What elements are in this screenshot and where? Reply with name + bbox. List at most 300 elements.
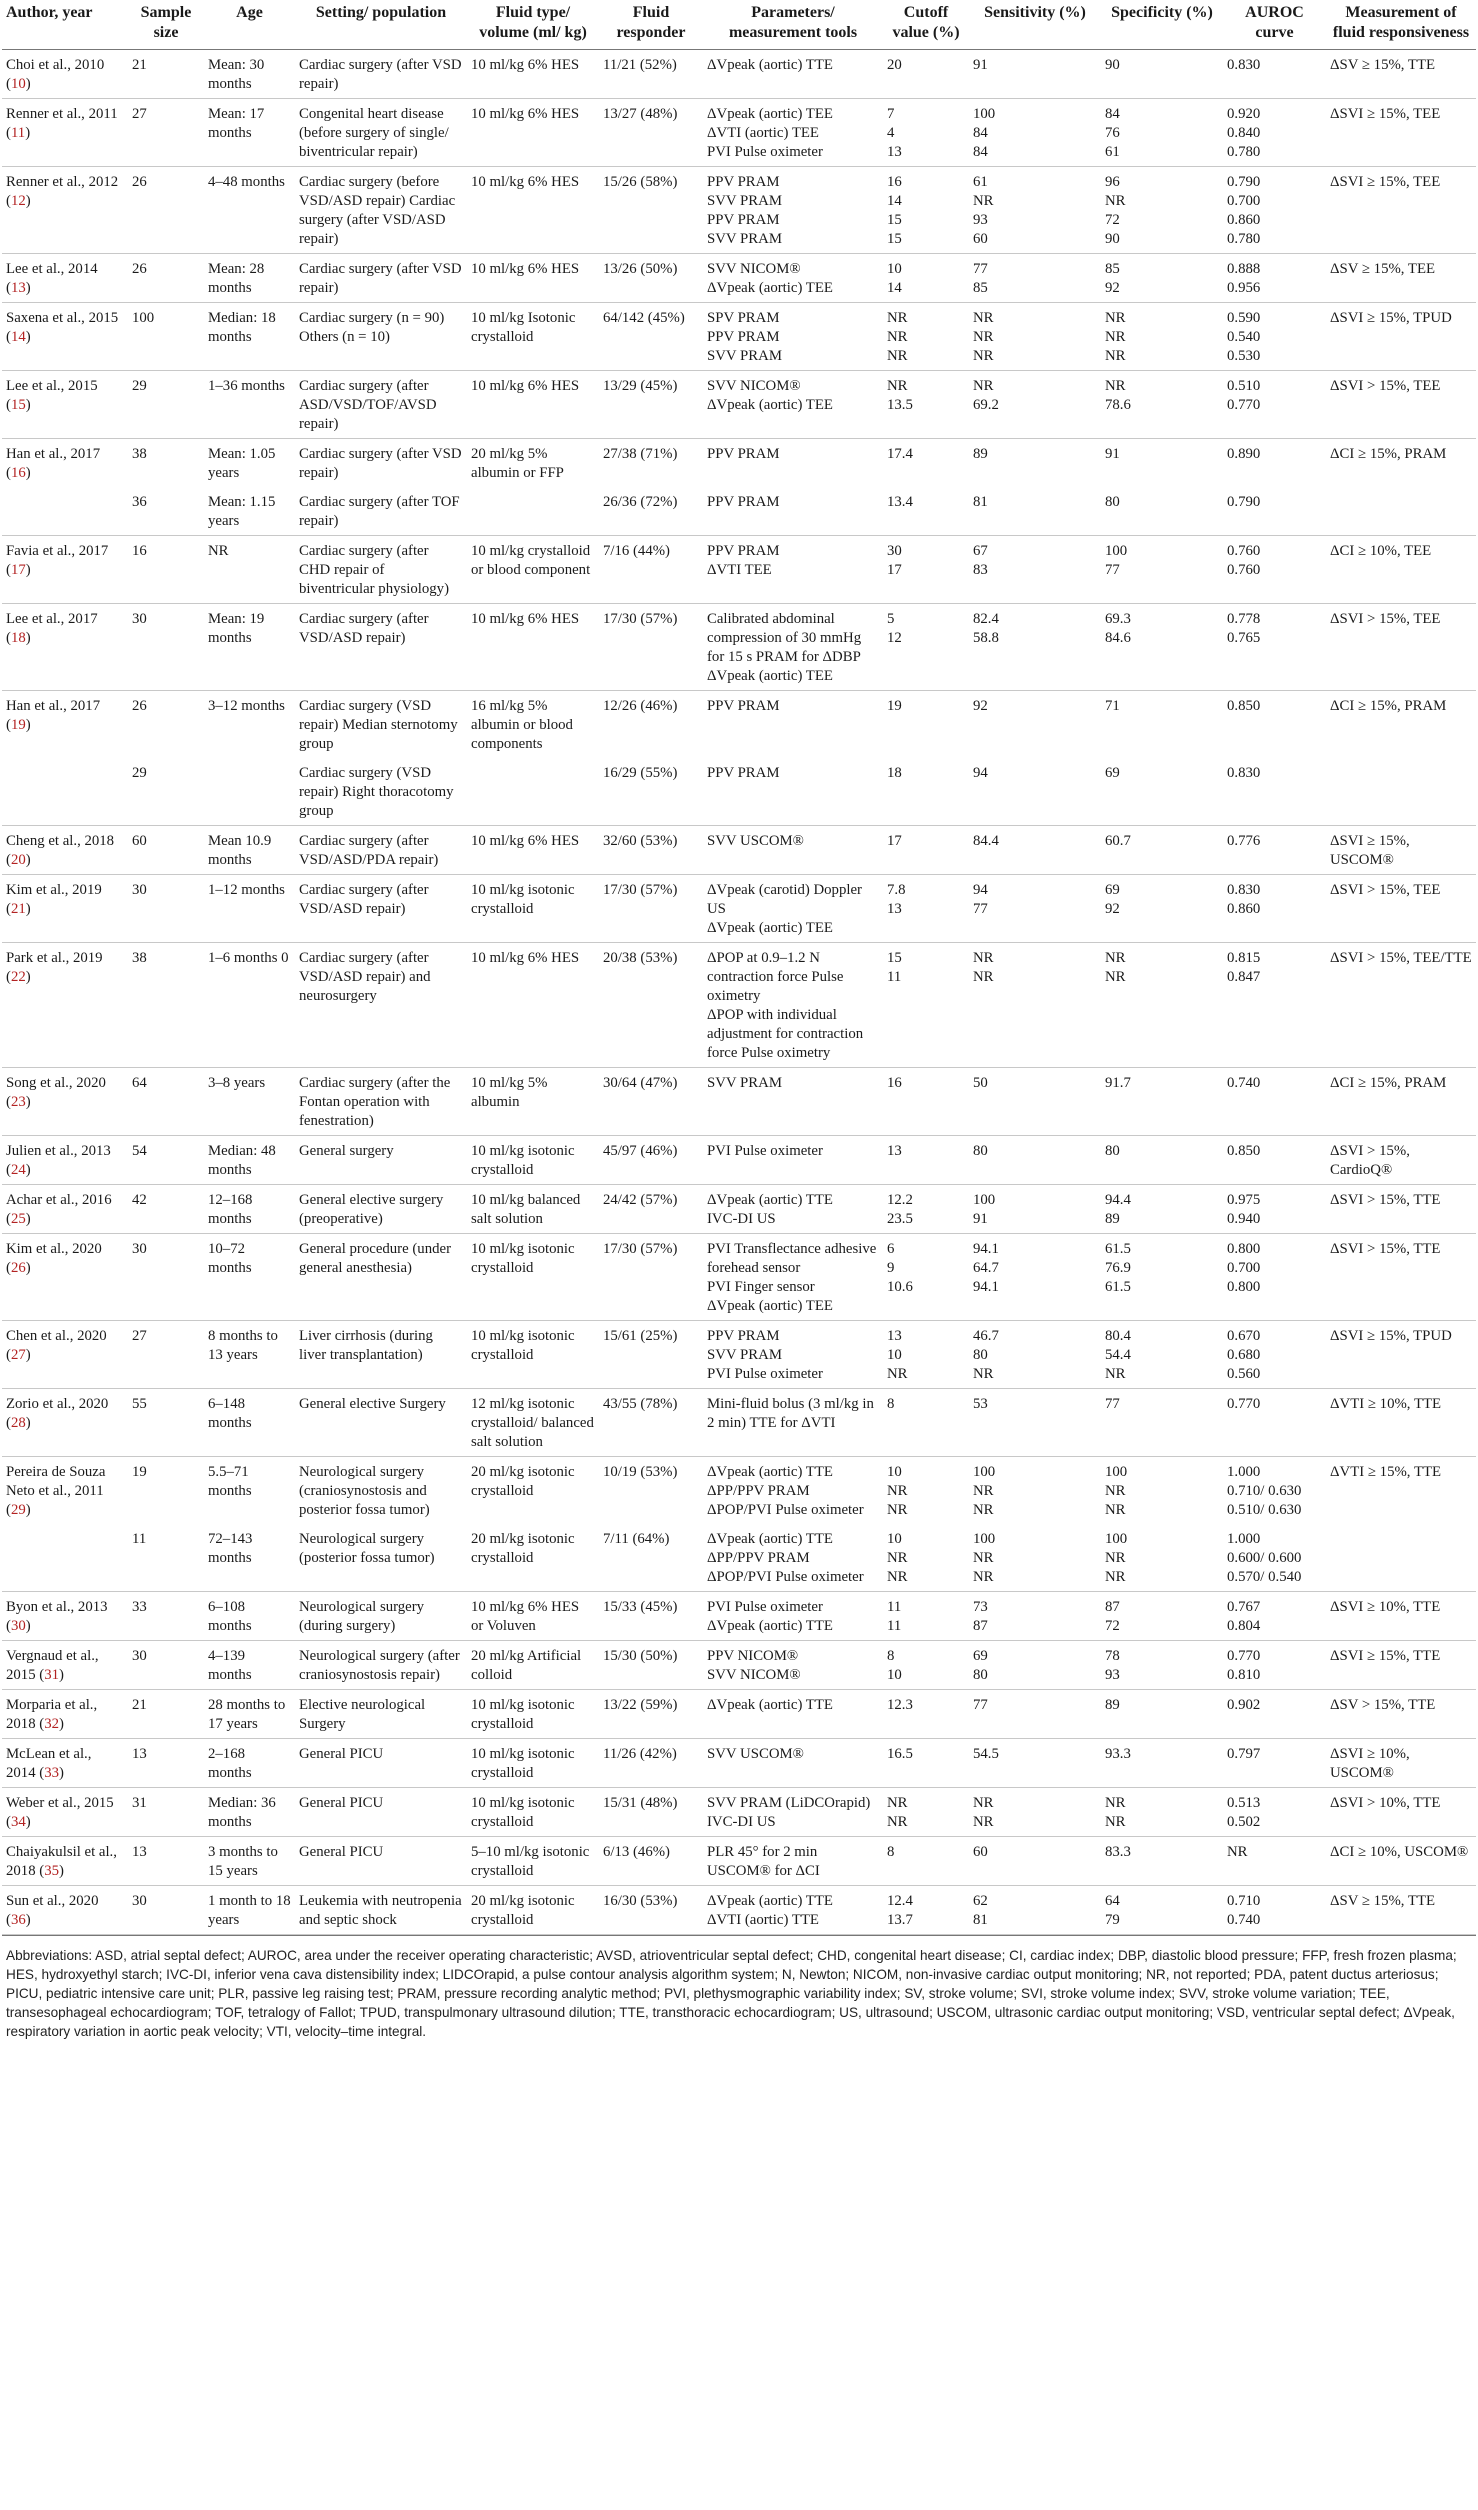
parameters-cell [703, 943, 883, 1068]
sensitivity-cell [969, 1690, 1101, 1739]
sensitivity-cell-line: NR [973, 1550, 994, 1566]
parameters-cell-line: IVC-DI US [707, 1814, 776, 1830]
author-cell: Lee et al., 2014 (13) [2, 254, 128, 303]
reference-link[interactable]: 33 [44, 1765, 60, 1781]
sample-size-cell: 38 [128, 943, 204, 1068]
author-cell: Morparia et al., 2018 (32) [2, 1690, 128, 1739]
specificity-cell-line: NR [1105, 969, 1126, 985]
specificity-cell-line: 100 [1105, 543, 1128, 559]
col-header-responder: Fluid responder [599, 0, 703, 50]
fluid-cell: 10 ml/kg 6% HES [467, 943, 599, 1068]
auroc-cell [1223, 1886, 1326, 1935]
measurement-cell: ΔSVI ≥ 10%, TTE [1326, 1592, 1476, 1641]
parameters-cell [703, 691, 883, 759]
author-name: Byon et al., 2013 [6, 1599, 108, 1615]
fluid-cell: 10 ml/kg crystalloid or blood component [467, 536, 599, 604]
auroc-cell-line: 1.000 [1227, 1464, 1261, 1480]
specificity-cell [1101, 1837, 1223, 1886]
sensitivity-cell-line: NR [973, 1795, 994, 1811]
specificity-cell [1101, 826, 1223, 875]
cutoff-cell [883, 1136, 969, 1185]
parameters-cell-line: SVV NICOM® [707, 1667, 801, 1683]
age-cell: Mean: 17 months [204, 99, 295, 167]
auroc-cell-line: 0.513 [1227, 1795, 1261, 1811]
specificity-cell-line: 96 [1105, 174, 1120, 190]
sensitivity-cell-line: 73 [973, 1599, 988, 1615]
table-row [2, 1068, 1476, 1136]
specificity-cell-line: NR [1105, 310, 1126, 326]
author-name: Julien et al., 2013 [6, 1143, 111, 1159]
sensitivity-cell [969, 254, 1101, 303]
author-cell: Han et al., 2017 (19) [6, 698, 101, 733]
sensitivity-cell [969, 1641, 1101, 1690]
reference-link[interactable]: 26 [10, 1260, 26, 1276]
cutoff-cell-line: 10 [887, 1531, 902, 1547]
cutoff-cell-line: 16 [887, 174, 902, 190]
specificity-cell-line: 64 [1105, 1893, 1120, 1909]
col-header-sensitivity: Sensitivity (%) [969, 0, 1101, 50]
responder-cell: 27/38 (71%) [603, 446, 678, 462]
cutoff-cell-line: 19 [887, 698, 902, 714]
author-name: Song et al., 2020 [6, 1075, 106, 1091]
col-header-fluid: Fluid type/ volume (ml/ kg) [467, 0, 599, 50]
sensitivity-cell-line: 89 [973, 446, 988, 462]
specificity-cell-line: NR [1105, 1366, 1126, 1382]
cutoff-cell [883, 167, 969, 254]
sensitivity-cell-line: 100 [973, 1531, 996, 1547]
setting-cell: Cardiac surgery (n = 90) Others (n = 10) [295, 303, 467, 371]
sensitivity-cell [969, 691, 1101, 759]
table-row-continuation [2, 487, 1476, 536]
responder-cell: 7/11 (64%) [599, 1524, 703, 1592]
specificity-cell-line: 61.5 [1105, 1241, 1131, 1257]
age-cell: 4–139 months [204, 1641, 295, 1690]
specificity-cell-line: 78 [1105, 1648, 1120, 1664]
measurement-cell: ΔVTI ≥ 10%, TTE [1326, 1389, 1476, 1457]
responder-cell: 13/26 (50%) [599, 254, 703, 303]
sensitivity-cell-line: NR [973, 378, 994, 394]
parameters-cell-line: Calibrated abdominal compression of 30 mmHg for 15 s PRAM for ΔDBP [707, 611, 862, 665]
measurement-cell: ΔCI ≥ 15%, PRAM [1330, 698, 1447, 714]
specificity-cell-line: 93 [1105, 1667, 1120, 1683]
table-row [2, 1739, 1476, 1788]
cutoff-cell-line: 10 [887, 261, 902, 277]
sensitivity-cell-line: 81 [973, 494, 988, 510]
auroc-cell-line: 0.797 [1227, 1746, 1261, 1762]
parameters-cell-line: ΔPOP at 0.9–1.2 N contraction force Pulse oximetry [707, 950, 844, 1004]
responder-cell: 15/31 (48%) [599, 1788, 703, 1837]
age-cell: Mean: 28 months [204, 254, 295, 303]
author-name: Chen et al., 2020 [6, 1328, 107, 1344]
specificity-cell [1101, 303, 1223, 371]
parameters-cell [703, 1592, 883, 1641]
sensitivity-cell-line: 93 [973, 212, 988, 228]
reference-link[interactable]: 12 [10, 193, 26, 209]
specificity-cell-line: 89 [1105, 1211, 1120, 1227]
sensitivity-cell [969, 371, 1101, 439]
author-cell: Vergnaud et al., 2015 (31) [2, 1641, 128, 1690]
fluid-cell: 20 ml/kg isotonic crystalloid [467, 1886, 599, 1935]
reference-link[interactable]: 13 [10, 280, 26, 296]
sample-size-cell: 29 [128, 758, 204, 826]
specificity-cell-line: 72 [1105, 212, 1120, 228]
setting-cell: General PICU [295, 1739, 467, 1788]
measurement-cell: ΔCI ≥ 15%, PRAM [1326, 1068, 1476, 1136]
sample-size-cell: 30 [128, 875, 204, 943]
auroc-cell-line: 0.570/ 0.540 [1227, 1569, 1302, 1585]
auroc-cell-line: 0.830 [1227, 57, 1261, 73]
table-row-continuation [2, 758, 1476, 826]
parameters-cell [703, 1886, 883, 1935]
age-cell: 3–12 months [208, 698, 285, 714]
cutoff-cell-line: 13 [887, 1328, 902, 1344]
setting-cell: Cardiac surgery (after CHD repair of biventricular physiology) [295, 536, 467, 604]
fluid-cell: 10 ml/kg isotonic crystalloid [467, 1788, 599, 1837]
setting-cell: Cardiac surgery (after VSD/ASD repair) [295, 604, 467, 691]
parameters-cell [703, 758, 883, 826]
sample-size-cell: 26 [128, 167, 204, 254]
reference-link[interactable]: 32 [44, 1716, 60, 1732]
cutoff-cell [883, 254, 969, 303]
responder-cell: 15/61 (25%) [599, 1321, 703, 1389]
fluid-cell: 5–10 ml/kg isotonic crystalloid [467, 1837, 599, 1886]
cutoff-cell [883, 1886, 969, 1935]
specificity-cell-line: 83.3 [1105, 1844, 1131, 1860]
sensitivity-cell-line: 82.4 [973, 611, 999, 627]
sample-size-cell: 27 [128, 1321, 204, 1389]
reference-link[interactable]: 16 [10, 465, 26, 481]
sensitivity-cell [969, 1739, 1101, 1788]
specificity-cell [1101, 1886, 1223, 1935]
measurement-cell-empty [1326, 758, 1476, 826]
cutoff-cell [883, 1739, 969, 1788]
specificity-cell-line: 77 [1105, 1396, 1120, 1412]
reference-link[interactable]: 21 [10, 901, 26, 917]
reference-link[interactable]: 17 [10, 562, 26, 578]
cutoff-cell-line: 10.6 [887, 1279, 913, 1295]
reference-link[interactable]: 27 [10, 1347, 26, 1363]
auroc-cell-line: 0.830 [1227, 882, 1261, 898]
table-row [2, 604, 1476, 691]
specificity-cell-line: 76 [1105, 125, 1120, 141]
reference-link[interactable]: 31 [44, 1667, 60, 1683]
sensitivity-cell [969, 1234, 1101, 1321]
age-cell: Mean: 19 months [204, 604, 295, 691]
sensitivity-cell-line: NR [973, 1502, 994, 1518]
parameters-cell [703, 439, 883, 488]
setting-cell: Neurological surgery (craniosynostosis and posterior fossa tumor) [299, 1464, 430, 1518]
specificity-cell-line: NR [1105, 1502, 1126, 1518]
reference-link[interactable]: 15 [10, 397, 26, 413]
author-name: Lee et al., 2015 [6, 378, 98, 394]
sensitivity-cell [969, 1389, 1101, 1457]
parameters-cell [703, 1524, 883, 1592]
cutoff-cell-line: 12.3 [887, 1697, 913, 1713]
sensitivity-cell [969, 758, 1101, 826]
cutoff-cell-line: NR [887, 1814, 908, 1830]
sensitivity-cell [969, 826, 1101, 875]
responder-cell: 13/22 (59%) [599, 1690, 703, 1739]
auroc-cell [1223, 99, 1326, 167]
reference-link[interactable]: 35 [44, 1863, 60, 1879]
auroc-cell [1223, 1136, 1326, 1185]
reference-link[interactable]: 30 [10, 1618, 26, 1634]
sensitivity-cell-line: NR [973, 310, 994, 326]
literature-table [2, 0, 1476, 1935]
measurement-cell: ΔSV ≥ 15%, TTE [1326, 50, 1476, 99]
author-name: Park et al., 2019 [6, 950, 103, 966]
parameters-cell-line: ΔPOP/PVI Pulse oximeter [707, 1569, 864, 1585]
auroc-cell [1223, 167, 1326, 254]
responder-cell: 45/97 (46%) [599, 1136, 703, 1185]
reference-link[interactable]: 23 [10, 1094, 26, 1110]
specificity-cell-line: 92 [1105, 280, 1120, 296]
specificity-cell-line: NR [1105, 378, 1126, 394]
author-cell: Weber et al., 2015 (34) [2, 1788, 128, 1837]
reference-link[interactable]: 11 [10, 125, 26, 141]
cutoff-cell-line: 16 [887, 1075, 902, 1091]
specificity-cell [1101, 1690, 1223, 1739]
parameters-cell [703, 1321, 883, 1389]
author-cell-empty [2, 487, 128, 536]
col-header-parameters: Parameters/ measurement tools [703, 0, 883, 50]
cutoff-cell [883, 943, 969, 1068]
parameters-cell-line: ΔPP/PPV PRAM [707, 1550, 810, 1566]
age-cell: 6–108 months [204, 1592, 295, 1641]
sensitivity-cell-line: 77 [973, 901, 988, 917]
measurement-cell: ΔSVI > 10%, TTE [1326, 1788, 1476, 1837]
cutoff-cell-line: 7 [887, 106, 895, 122]
author-name: Renner et al., 2012 [6, 174, 119, 190]
age-cell: 5.5–71 months [208, 1464, 252, 1499]
author-name: Weber et al., 2015 [6, 1795, 114, 1811]
setting-cell: Cardiac surgery (after VSD repair) [295, 50, 467, 99]
reference-link[interactable]: 22 [10, 969, 26, 985]
sensitivity-cell-line: 54.5 [973, 1746, 999, 1762]
specificity-cell-line: NR [1105, 1795, 1126, 1811]
table-row [2, 1389, 1476, 1457]
auroc-cell [1223, 1788, 1326, 1837]
reference-link[interactable]: 25 [10, 1211, 26, 1227]
sensitivity-cell-line: 94.1 [973, 1279, 999, 1295]
auroc-cell [1223, 487, 1326, 536]
cutoff-cell-line: NR [887, 348, 908, 364]
table-row [2, 943, 1476, 1068]
cutoff-cell-line: 8 [887, 1844, 895, 1860]
cutoff-cell-line: 13 [887, 1143, 902, 1159]
author-name: Han et al., 2017 [6, 698, 101, 714]
specificity-cell-line: 91 [1105, 446, 1120, 462]
parameters-cell [703, 167, 883, 254]
responder-cell: 16/30 (53%) [599, 1886, 703, 1935]
auroc-cell-line: 0.530 [1227, 348, 1261, 364]
col-header-age: Age [204, 0, 295, 50]
setting-cell: Cardiac surgery (VSD repair) Median sternotomy group [299, 698, 458, 752]
col-header-cutoff: Cutoff value (%) [883, 0, 969, 50]
specificity-cell-line: 78.6 [1105, 397, 1131, 413]
parameters-cell-line: PPV PRAM [707, 212, 780, 228]
auroc-cell-line: 0.860 [1227, 901, 1261, 917]
measurement-cell-empty [1326, 487, 1476, 536]
auroc-cell-line: 0.815 [1227, 950, 1261, 966]
reference-link[interactable]: 34 [10, 1814, 26, 1830]
auroc-cell-line: 0.765 [1227, 630, 1261, 646]
specificity-cell [1101, 691, 1223, 759]
author-name: Chaiyakulsil et al., 2018 [6, 1844, 117, 1879]
author-cell: Chen et al., 2020 (27) [2, 1321, 128, 1389]
setting-cell: General elective Surgery [295, 1389, 467, 1457]
table-row [2, 1457, 1476, 1525]
parameters-cell [703, 1641, 883, 1690]
auroc-cell-line: 0.860 [1227, 212, 1261, 228]
parameters-cell-line: PVI Pulse oximeter [707, 144, 823, 160]
auroc-cell [1223, 943, 1326, 1068]
setting-cell: Cardiac surgery (after VSD/ASD/PDA repair) [295, 826, 467, 875]
reference-link[interactable]: 28 [10, 1415, 26, 1431]
specificity-cell [1101, 875, 1223, 943]
auroc-cell-line: 0.710 [1227, 1893, 1261, 1909]
sensitivity-cell-line: 60 [973, 1844, 988, 1860]
parameters-cell [703, 254, 883, 303]
auroc-cell-line: 0.560 [1227, 1366, 1261, 1382]
table-row [2, 50, 1476, 99]
specificity-cell-line: NR [1105, 1550, 1126, 1566]
table-row [2, 1837, 1476, 1886]
specificity-cell [1101, 1457, 1223, 1525]
parameters-cell-line: ΔPOP with individual adjustment for contraction force Pulse oximetry [707, 1007, 864, 1061]
setting-cell: General procedure (under general anesthesia) [295, 1234, 467, 1321]
sample-size-cell: 29 [128, 371, 204, 439]
parameters-cell-line: SVV NICOM® [707, 378, 801, 394]
fluid-cell: 10 ml/kg 6% HES [467, 371, 599, 439]
cutoff-cell-line: 18 [887, 765, 902, 781]
col-header-setting: Setting/ population [295, 0, 467, 50]
auroc-cell-line: NR [1227, 1844, 1248, 1860]
measurement-cell: ΔSVI > 15%, TEE [1326, 371, 1476, 439]
specificity-cell [1101, 1234, 1223, 1321]
specificity-cell-line: NR [1105, 1569, 1126, 1585]
cutoff-cell-line: NR [887, 1502, 908, 1518]
auroc-cell-line: 0.510/ 0.630 [1227, 1502, 1302, 1518]
reference-link[interactable]: 10 [10, 76, 26, 92]
parameters-cell-line: ΔVpeak (aortic) TTE [707, 1192, 833, 1208]
parameters-cell-line: ΔVpeak (aortic) TEE [707, 668, 833, 684]
auroc-cell [1223, 1837, 1326, 1886]
reference-link[interactable]: 36 [10, 1912, 26, 1928]
sensitivity-cell-line: 67 [973, 543, 988, 559]
responder-cell: 11/21 (52%) [599, 50, 703, 99]
age-cell: Mean: 1.15 years [204, 487, 295, 536]
author-cell: Song et al., 2020 (23) [2, 1068, 128, 1136]
table-row [2, 1321, 1476, 1389]
sensitivity-cell [969, 167, 1101, 254]
reference-link[interactable]: 29 [10, 1502, 26, 1518]
cutoff-cell-line: 30 [887, 543, 902, 559]
age-cell: 2–168 months [204, 1739, 295, 1788]
cutoff-cell [883, 1389, 969, 1457]
responder-cell: 15/30 (50%) [599, 1641, 703, 1690]
sensitivity-cell [969, 50, 1101, 99]
sensitivity-cell-line: 91 [973, 1211, 988, 1227]
parameters-cell-line: ΔVpeak (aortic) TTE [707, 1618, 833, 1634]
auroc-cell-line: 0.767 [1227, 1599, 1261, 1615]
auroc-cell [1223, 439, 1326, 488]
measurement-cell: ΔSVI > 15%, TTE [1326, 1234, 1476, 1321]
specificity-cell-line: 54.4 [1105, 1347, 1131, 1363]
age-cell: 1–6 months 0 [204, 943, 295, 1068]
age-cell: 12–168 months [204, 1185, 295, 1234]
parameters-cell-line: PPV PRAM [707, 329, 780, 345]
table-row [2, 99, 1476, 167]
cutoff-cell [883, 536, 969, 604]
cutoff-cell [883, 303, 969, 371]
sample-size-cell: 100 [128, 303, 204, 371]
parameters-cell-line: ΔVpeak (aortic) TTE [707, 1697, 833, 1713]
sensitivity-cell-line: 91 [973, 57, 988, 73]
specificity-cell [1101, 167, 1223, 254]
specificity-cell-line: NR [1105, 193, 1126, 209]
specificity-cell-line: 84 [1105, 106, 1120, 122]
author-name: Achar et al., 2016 [6, 1192, 112, 1208]
author-name: Pereira de Souza Neto et al., 2011 [6, 1464, 106, 1499]
specificity-cell-line: 92 [1105, 901, 1120, 917]
measurement-cell: ΔSVI ≥ 15%, TTE [1326, 1641, 1476, 1690]
parameters-cell-line: PPV PRAM [707, 543, 780, 559]
reference-link[interactable]: 24 [10, 1162, 26, 1178]
parameters-cell-line: PVI Pulse oximeter [707, 1143, 823, 1159]
cutoff-cell [883, 439, 969, 488]
author-cell: Byon et al., 2013 (30) [2, 1592, 128, 1641]
setting-cell: General PICU [295, 1788, 467, 1837]
cutoff-cell-line: NR [887, 1550, 908, 1566]
reference-link[interactable]: 18 [10, 630, 26, 646]
cutoff-cell [883, 371, 969, 439]
sensitivity-cell-line: 80 [973, 1667, 988, 1683]
parameters-cell-line: PPV PRAM [707, 698, 780, 714]
author-cell: Renner et al., 2011 (11) [2, 99, 128, 167]
auroc-cell-line: 0.778 [1227, 611, 1261, 627]
specificity-cell-line: 87 [1105, 1599, 1120, 1615]
specificity-cell-line: 90 [1105, 231, 1120, 247]
responder-cell: 11/26 (42%) [599, 1739, 703, 1788]
parameters-cell-line: SVV PRAM [707, 348, 782, 364]
auroc-cell-line: 0.850 [1227, 698, 1261, 714]
parameters-cell-line: ΔVTI (aortic) TTE [707, 1912, 819, 1928]
table-row [2, 303, 1476, 371]
reference-link[interactable]: 20 [10, 852, 26, 868]
author-name: Vergnaud et al., 2015 [6, 1648, 99, 1683]
auroc-cell-line: 0.890 [1227, 446, 1261, 462]
fluid-cell: 10 ml/kg 6% HES [467, 99, 599, 167]
cutoff-cell-line: 6 [887, 1241, 895, 1257]
responder-cell: 6/13 (46%) [599, 1837, 703, 1886]
reference-link[interactable]: 14 [10, 329, 26, 345]
parameters-cell-line: PVI Pulse oximeter [707, 1366, 823, 1382]
responder-cell: 13/29 (45%) [599, 371, 703, 439]
table-header [2, 0, 1476, 50]
setting-cell: General elective surgery (preoperative) [295, 1185, 467, 1234]
auroc-cell-line: 0.540 [1227, 329, 1261, 345]
sensitivity-cell-line: NR [973, 1483, 994, 1499]
fluid-cell: 10 ml/kg 6% HES or Voluven [467, 1592, 599, 1641]
parameters-cell [703, 875, 883, 943]
parameters-cell [703, 1185, 883, 1234]
setting-cell: Neurological surgery (posterior fossa tumor) [295, 1524, 467, 1592]
auroc-cell-line: 0.770 [1227, 1648, 1261, 1664]
sensitivity-cell-line: NR [973, 969, 994, 985]
cutoff-cell-line: 8 [887, 1396, 895, 1412]
reference-link[interactable]: 19 [10, 717, 26, 733]
